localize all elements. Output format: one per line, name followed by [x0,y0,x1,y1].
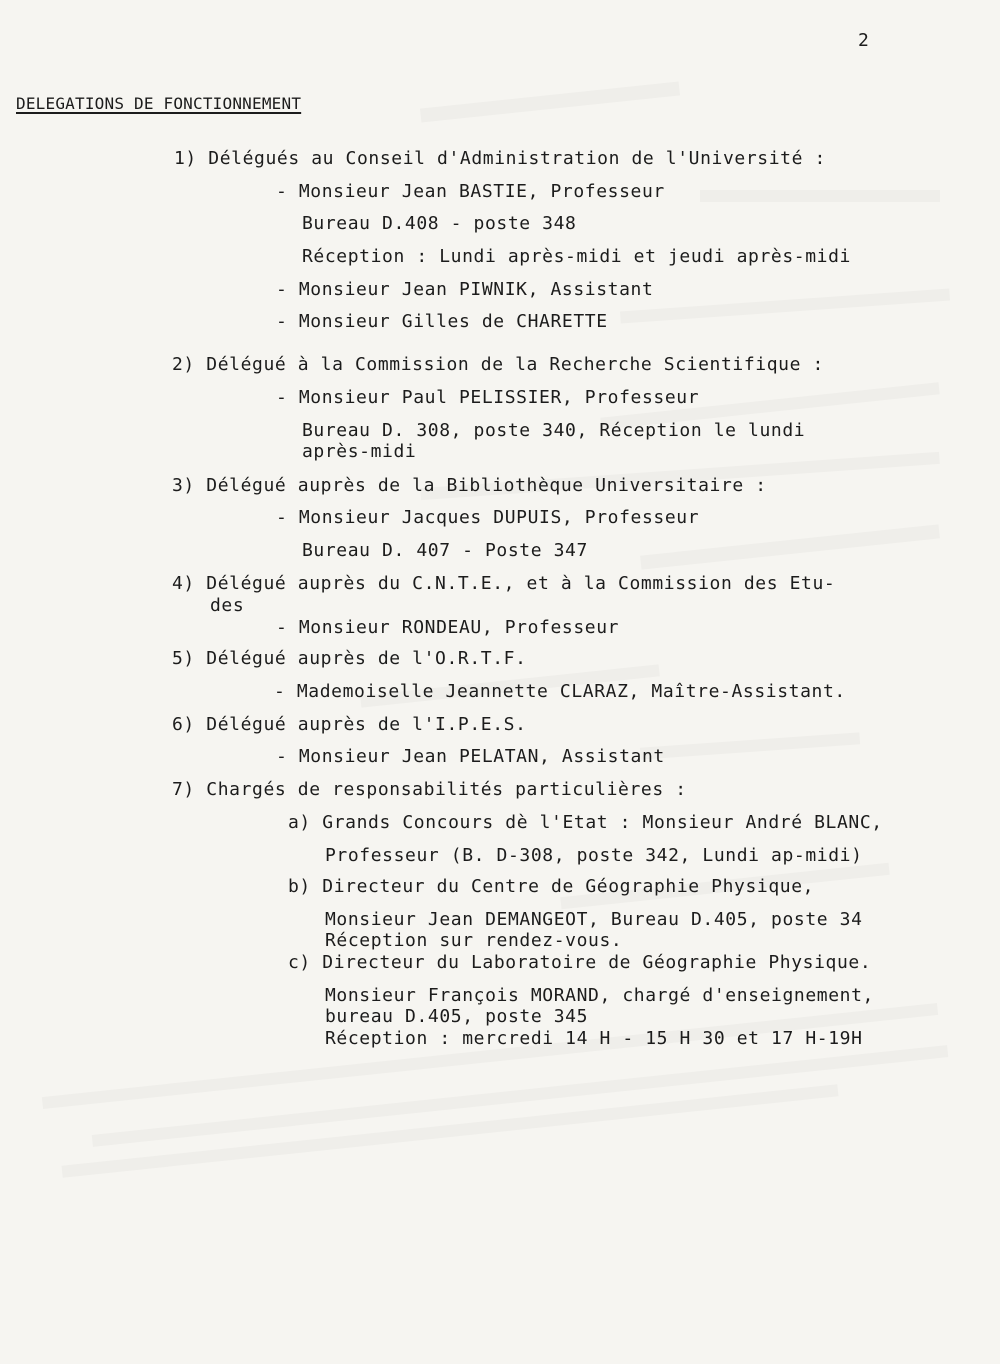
delegate-piwnik: - Monsieur Jean PIWNIK, Assistant [276,279,654,300]
delegate-pelatan: - Monsieur Jean PELATAN, Assistant [276,746,665,767]
responsibility-a-detail: Professeur (B. D-308, poste 342, Lundi ap-midi) [325,845,863,866]
delegation-item-1-title: 1) Délégués au Conseil d'Administration de l'Université : [174,148,826,169]
section-heading: DELEGATIONS DE FONCTIONNEMENT [16,94,302,113]
delegation-item-3-title: 3) Délégué auprès de la Bibliothèque Universitaire : [172,475,767,496]
dupuis-office: Bureau D. 407 - Poste 347 [302,540,588,561]
responsibility-b-reception: Réception sur rendez-vous. [325,930,623,951]
delegation-item-6-title: 6) Délégué auprès de l'I.P.E.S. [172,714,527,735]
delegation-item-4-title: 4) Délégué auprès du C.N.T.E., et à la Commission des Etu- [172,573,836,594]
delegation-item-7-title: 7) Chargés de responsabilités particulières : [172,779,687,800]
responsibility-c-reception: Réception : mercredi 14 H - 15 H 30 et 17 H-19H [325,1028,863,1049]
responsibility-a: a) Grands Concours dè l'Etat : Monsieur André BLANC, [288,812,883,833]
pelissier-office: Bureau D. 308, poste 340, Réception le lundi [302,420,806,441]
delegate-pelissier: - Monsieur Paul PELISSIER, Professeur [276,387,700,408]
pelissier-reception-cont: après-midi [302,441,417,462]
delegate-dupuis: - Monsieur Jacques DUPUIS, Professeur [276,507,700,528]
bastie-reception: Réception : Lundi après-midi et jeudi après-midi [302,246,851,267]
delegate-claraz: - Mademoiselle Jeannette CLARAZ, Maître-Assistant. [274,681,846,702]
delegation-item-5-title: 5) Délégué auprès de l'O.R.T.F. [172,648,527,669]
responsibility-c-detail: Monsieur François MORAND, chargé d'enseignement, [325,985,874,1006]
delegate-charette: - Monsieur Gilles de CHARETTE [276,311,608,332]
responsibility-b: b) Directeur du Centre de Géographie Physique, [288,876,815,897]
responsibility-c: c) Directeur du Laboratoire de Géographie Physique. [288,952,872,973]
delegation-item-2-title: 2) Délégué à la Commission de la Recherche Scientifique : [172,354,824,375]
responsibility-c-office: bureau D.405, poste 345 [325,1006,589,1027]
delegate-bastie: - Monsieur Jean BASTIE, Professeur [276,181,665,202]
delegation-item-4-title-cont: des [210,595,245,616]
delegate-rondeau: - Monsieur RONDEAU, Professeur [276,617,620,638]
page-number: 2 [858,30,870,51]
bastie-office: Bureau D.408 - poste 348 [302,213,577,234]
responsibility-b-detail: Monsieur Jean DEMANGEOT, Bureau D.405, poste 34 [325,909,863,930]
